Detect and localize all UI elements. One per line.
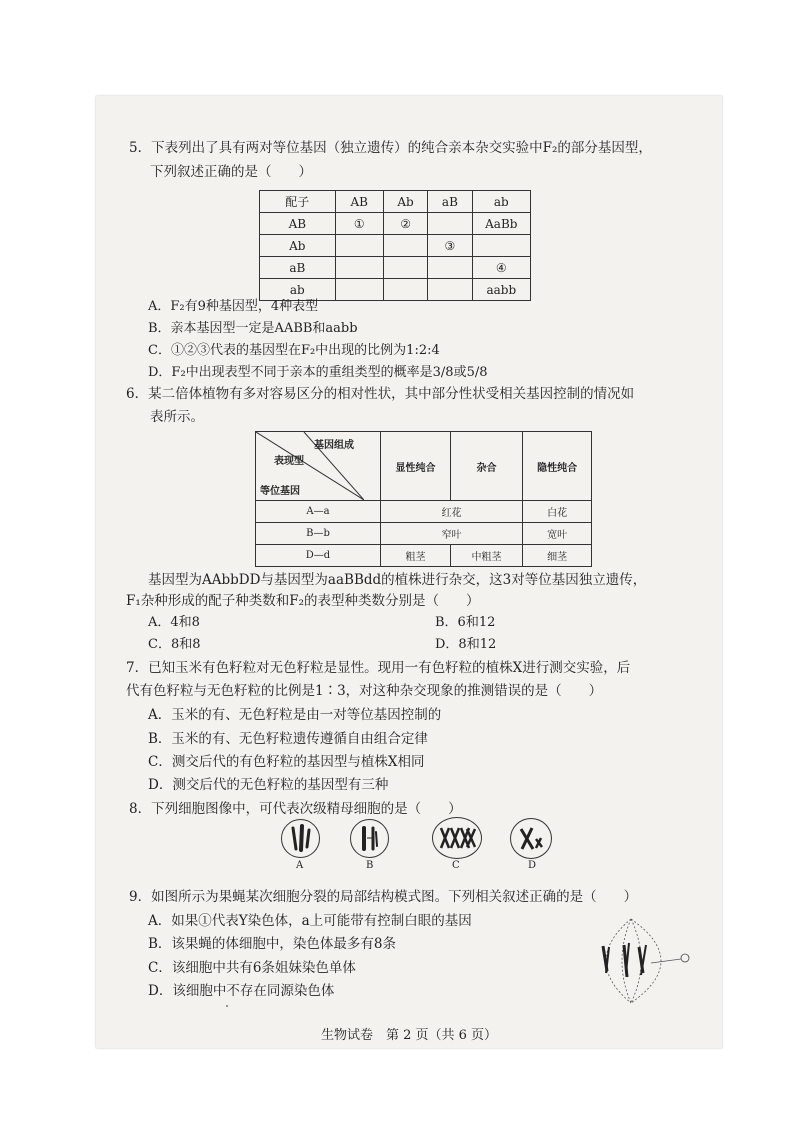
chromosome-icon: [433, 818, 481, 858]
q6-after-line2: F₁杂种形成的配子种类数和F₂的表型种类数分别是（ ）: [126, 593, 480, 609]
table-cell: [383, 279, 427, 301]
table-row: [256, 501, 592, 523]
chromosome-icon: [282, 820, 319, 857]
table-row: [256, 432, 592, 501]
cell-image-d: [510, 818, 552, 859]
q6-after-line1: 基因型为AAbbDD与基因型为aaBBdd的植株进行杂交，这3对等位基因独立遗传，: [148, 572, 647, 588]
table-cell: [428, 279, 472, 301]
table-cell: Ab: [260, 235, 336, 257]
table-cell: 白花: [523, 501, 592, 523]
table-cell: 中粗茎: [450, 545, 522, 567]
q8-stem: 8．下列细胞图像中，可代表次级精母细胞的是（ ）: [129, 801, 462, 817]
table-cell: [335, 257, 383, 279]
corner-top-label: 基因组成: [314, 440, 354, 451]
q7-stem-line1: 7．已知玉米有色籽粒对无色籽粒是显性。现用一有色籽粒的植株X进行测交实验，后: [126, 660, 631, 676]
cell-label-b: B: [366, 860, 374, 871]
q9-option-a: A．如果①代表Y染色体，a上可能带有控制白眼的基因: [148, 913, 472, 929]
q7-stem-line2: 代有色籽粒与无色籽粒的比例是1∶3，对这种杂交现象的推测错误的是（ ）: [126, 683, 603, 699]
table-cell: aB: [260, 257, 336, 279]
table-header-cell: ab: [472, 191, 530, 213]
table-row: [256, 523, 592, 545]
table-cell: [335, 279, 383, 301]
cell-image-c: [432, 817, 482, 859]
corner-mid-label: 表现型: [274, 456, 304, 467]
spindle-cell-diagram: [591, 911, 701, 1011]
chromosome-icon: [351, 820, 388, 857]
q9-option-b: B．该果蝇的体细胞中，染色体最多有8条: [148, 936, 397, 952]
q9-option-d: D．该细胞中不存在同源染色体: [148, 983, 335, 999]
table-row: [256, 545, 592, 567]
q6-option-a: A．4和8: [148, 615, 200, 630]
cell-image-a: [281, 819, 320, 858]
table-corner-cell: [256, 432, 381, 501]
table-cell: AaBb: [472, 213, 530, 235]
page-footer: 生物试卷 第 2 页（共 6 页）: [320, 1028, 498, 1043]
table-cell: ②: [383, 213, 427, 235]
table-header-cell: AB: [335, 191, 383, 213]
table-cell: [383, 257, 427, 279]
q7-option-b: B．玉米的有、无色籽粒遗传遵循自由组合定律: [148, 731, 428, 747]
q5-option-b: B．亲本基因型一定是AABB和aabb: [148, 321, 358, 336]
scan-speck: [226, 1005, 228, 1007]
table-cell: [335, 235, 383, 257]
table-header-cell: 配子: [260, 191, 336, 213]
q5-option-d: D．F₂中出现表型不同于亲本的重组类型的概率是3/8或5/8: [148, 365, 488, 380]
table-header-cell: Ab: [383, 191, 427, 213]
q5-option-c: C．①②③代表的基因型在F₂中出现的比例为1:2:4: [148, 343, 440, 358]
table-cell: ab: [260, 279, 336, 301]
table-cell: 窄叶: [380, 523, 522, 545]
table-header-cell: aB: [428, 191, 472, 213]
table-cell: [428, 257, 472, 279]
q5-stem-line2: 下列叙述正确的是（ ）: [150, 164, 312, 180]
table-row: [260, 191, 531, 213]
q6-stem-line2: 表所示。: [150, 409, 204, 425]
q7-option-d: D．测交后代的无色籽粒的基因型有三种: [148, 777, 389, 793]
q7-option-c: C．测交后代的有色籽粒的基因型与植株X相同: [148, 754, 425, 770]
table-cell: A—a: [256, 501, 381, 523]
table-cell: 细茎: [523, 545, 592, 567]
q6-option-c: C．8和8: [148, 637, 201, 652]
table-cell: aabb: [472, 279, 530, 301]
q9-option-c: C．该细胞中共有6条姐妹染色单体: [148, 960, 356, 976]
cell-label-c: C: [452, 860, 460, 871]
table-cell: AB: [260, 213, 336, 235]
exam-sheet: [96, 96, 722, 1048]
table-header-cell: 隐性纯合: [523, 432, 592, 501]
cell-image-b: [350, 819, 389, 858]
cell-label-d: D: [528, 860, 537, 871]
q5-stem-line1: 5．下表列出了具有两对等位基因（独立遗传）的纯合亲本杂交实验中F₂的部分基因型，: [129, 140, 652, 156]
table-row: [260, 213, 531, 235]
table-cell: ④: [472, 257, 530, 279]
table-row: [260, 257, 531, 279]
table-cell: [472, 235, 530, 257]
q6-option-d: D．8和12: [435, 637, 497, 652]
table-row: [260, 235, 531, 257]
table-cell: 粗茎: [380, 545, 450, 567]
q5-option-a: A．F₂有9种基因型，4种表型: [148, 299, 319, 314]
cell-label-a: A: [296, 860, 304, 871]
table-header-cell: 杂合: [450, 432, 522, 501]
q7-option-a: A．玉米的有、无色籽粒是由一对等位基因控制的: [148, 707, 442, 723]
table-cell: B—b: [256, 523, 381, 545]
q6-stem-line1: 6．某二倍体植物有多对容易区分的相对性状，其中部分性状受相关基因控制的情况如: [126, 386, 635, 402]
q6-trait-table: [255, 431, 592, 567]
table-cell: [383, 235, 427, 257]
table-cell: D—d: [256, 545, 381, 567]
corner-bottom-label: 等位基因: [260, 486, 300, 497]
table-cell: 红花: [380, 501, 522, 523]
q5-gamete-table: [259, 190, 531, 301]
chromosome-icon: [511, 819, 551, 858]
table-cell: ①: [335, 213, 383, 235]
table-cell: ③: [428, 235, 472, 257]
q9-stem: 9．如图所示为果蝇某次细胞分裂的局部结构模式图。下列相关叙述正确的是（ ）: [129, 889, 638, 905]
q6-option-b: B．6和12: [435, 615, 496, 630]
table-cell: 宽叶: [523, 523, 592, 545]
table-cell: [428, 213, 472, 235]
table-header-cell: 显性纯合: [380, 432, 450, 501]
